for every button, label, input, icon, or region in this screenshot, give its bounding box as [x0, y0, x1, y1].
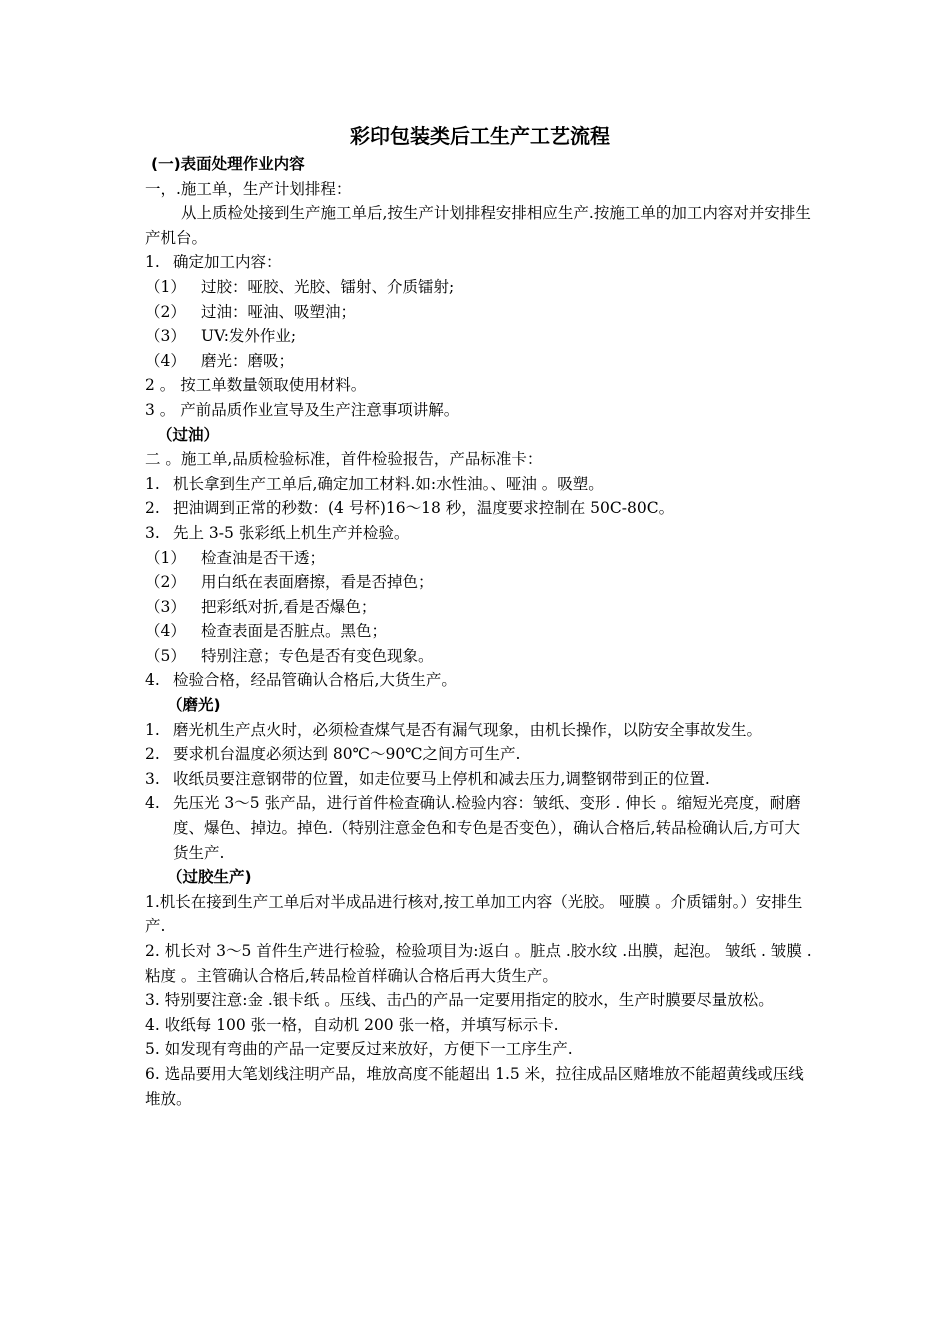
sub-item-text: 过油：哑油、吸塑油； [201, 302, 357, 321]
item-number: 4. [145, 794, 160, 813]
list-item: 3 。 产前品质作业宣导及生产注意事项讲解。 [145, 400, 460, 419]
list-item: 1.机长在接到生产工单后对半成品进行核对,按工单加工内容（光胶。 哑膜 。介质镭射。）安排生产. [145, 892, 803, 936]
work-order-paragraph: 从上质检处接到生产施工单后,按生产计划排程安排相应生产.按施工单的加工内容对并安排生产机台。 [145, 204, 811, 247]
sub-item-text: 过胶：哑胶、光胶、镭射、介质镭射; [201, 277, 455, 296]
document-page [145, 120, 815, 1111]
sub-item-number: （5） [145, 646, 186, 665]
list-item [145, 496, 815, 521]
item-text: 收纸员要注意钢带的位置，如走位要马上停机和减去压力,调整钢带到正的位置. [173, 769, 710, 788]
sub-list-item [145, 546, 815, 571]
list-item [145, 767, 815, 792]
sub-item-number: （2） [145, 302, 186, 321]
sub-list-item [145, 275, 815, 300]
sub-item-number: （4） [145, 622, 186, 641]
document-title: 彩印包装类后工生产工艺流程 [350, 124, 610, 148]
sub-item-text: 磨光：磨吸； [201, 351, 295, 370]
sub-list-item [145, 644, 815, 669]
sub-item-text: 特别注意；专色是否有变色现象。 [201, 646, 434, 665]
item-text: 先压光 3～5 张产品，进行首件检查确认.检验内容：皱纸、变形 . 伸长 。缩短光亮度，耐磨度、爆色、掉边。掉色.（特别注意金色和专色是否变色），确认合格后,转品检确认后,方可大货生产. [173, 794, 801, 862]
item-number: 4. [145, 671, 160, 690]
list-item [145, 791, 815, 865]
work-order-line: 一，.施工单，生产计划排程： [145, 179, 352, 198]
list-item: 2. 机长对 3～5 首件生产进行检验，检验项目为:返白 。脏点 .胶水纹 .出膜，起泡。 皱纸 . 皱膜 .粘度 。主管确认合格后,转品检首样确认合格后再大货生产。 [145, 942, 812, 985]
item-text: 检验合格，经品管确认合格后,大货生产。 [173, 671, 457, 690]
list-item: 2 。 按工单数量领取使用材料。 [145, 376, 367, 395]
list-item: 3. 特别要注意:金 .银卡纸 。压线、击凸的产品一定要用指定的胶水，生产时膜要尽量放松。 [145, 991, 774, 1010]
list-item [145, 472, 815, 497]
list-item: 6. 选品要用大笔划线注明产品，堆放高度不能超出 1.5 米，拉往成品区赌堆放不能超黄线或压线堆放。 [145, 1064, 804, 1108]
item-number: 1. [145, 720, 160, 739]
sub-list-item [145, 595, 815, 620]
sub-item-number: （2） [145, 573, 186, 592]
item-number: 2. [145, 745, 160, 764]
sub-item-number: （3） [145, 327, 186, 346]
item-text: 把油调到正常的秒数：(4 号杯)16～18 秒，温度要求控制在 50C-80C。 [173, 499, 675, 518]
item-number: 1. [145, 253, 160, 272]
standards-line: 二 。施工单,品质检验标准，首件检验报告，产品标准卡： [145, 450, 543, 469]
list-item [145, 521, 815, 546]
sub-list-item [145, 570, 815, 595]
sub-item-text: 检查表面是否脏点。黑色； [201, 622, 388, 641]
sub-item-text: UV:发外作业; [201, 327, 297, 346]
item-text: 要求机台温度必须达到 80℃～90℃之间方可生产. [173, 745, 521, 764]
sub-item-text: 把彩纸对折,看是否爆色； [201, 597, 377, 616]
list-item [145, 668, 815, 693]
sub-item-number: （3） [145, 597, 186, 616]
sub-item-number: （1） [145, 548, 186, 567]
sub-item-number: （4） [145, 351, 186, 370]
item-number: 1. [145, 474, 160, 493]
sub-item-text: 用白纸在表面磨擦，看是否掉色； [201, 573, 434, 592]
list-item [145, 718, 815, 743]
section-heading-laminating: （过胶生产) [167, 868, 252, 887]
sub-list-item [145, 619, 815, 644]
sub-list-item [145, 324, 815, 349]
sub-list-item [145, 300, 815, 325]
list-item [145, 250, 815, 275]
section-heading-surface-treatment: (一)表面处理作业内容 [151, 155, 305, 173]
item-text: 机长拿到生产工单后,确定加工材料.如:水性油。、哑油 。吸塑。 [173, 474, 604, 493]
section-heading-polishing: （磨光) [167, 696, 221, 715]
item-number: 3. [145, 523, 160, 542]
list-item [145, 742, 815, 767]
sub-list-item [145, 349, 815, 374]
section-heading-oiling: （过油） [157, 425, 220, 444]
sub-item-number: （1） [145, 277, 186, 296]
item-text: 磨光机生产点火时，必须检查煤气是否有漏气现象，由机长操作，以防安全事故发生。 [173, 720, 763, 739]
list-item: 4. 收纸每 100 张一格，自动机 200 张一格，并填写标示卡. [145, 1015, 559, 1034]
list-item: 5. 如发现有弯曲的产品一定要反过来放好，方便下一工序生产. [145, 1040, 573, 1059]
sub-item-text: 检查油是否干透； [201, 548, 326, 567]
item-text: 确定加工内容： [173, 253, 282, 272]
item-number: 3. [145, 769, 160, 788]
item-text: 先上 3-5 张彩纸上机生产并检验。 [173, 523, 410, 542]
item-number: 2. [145, 499, 160, 518]
